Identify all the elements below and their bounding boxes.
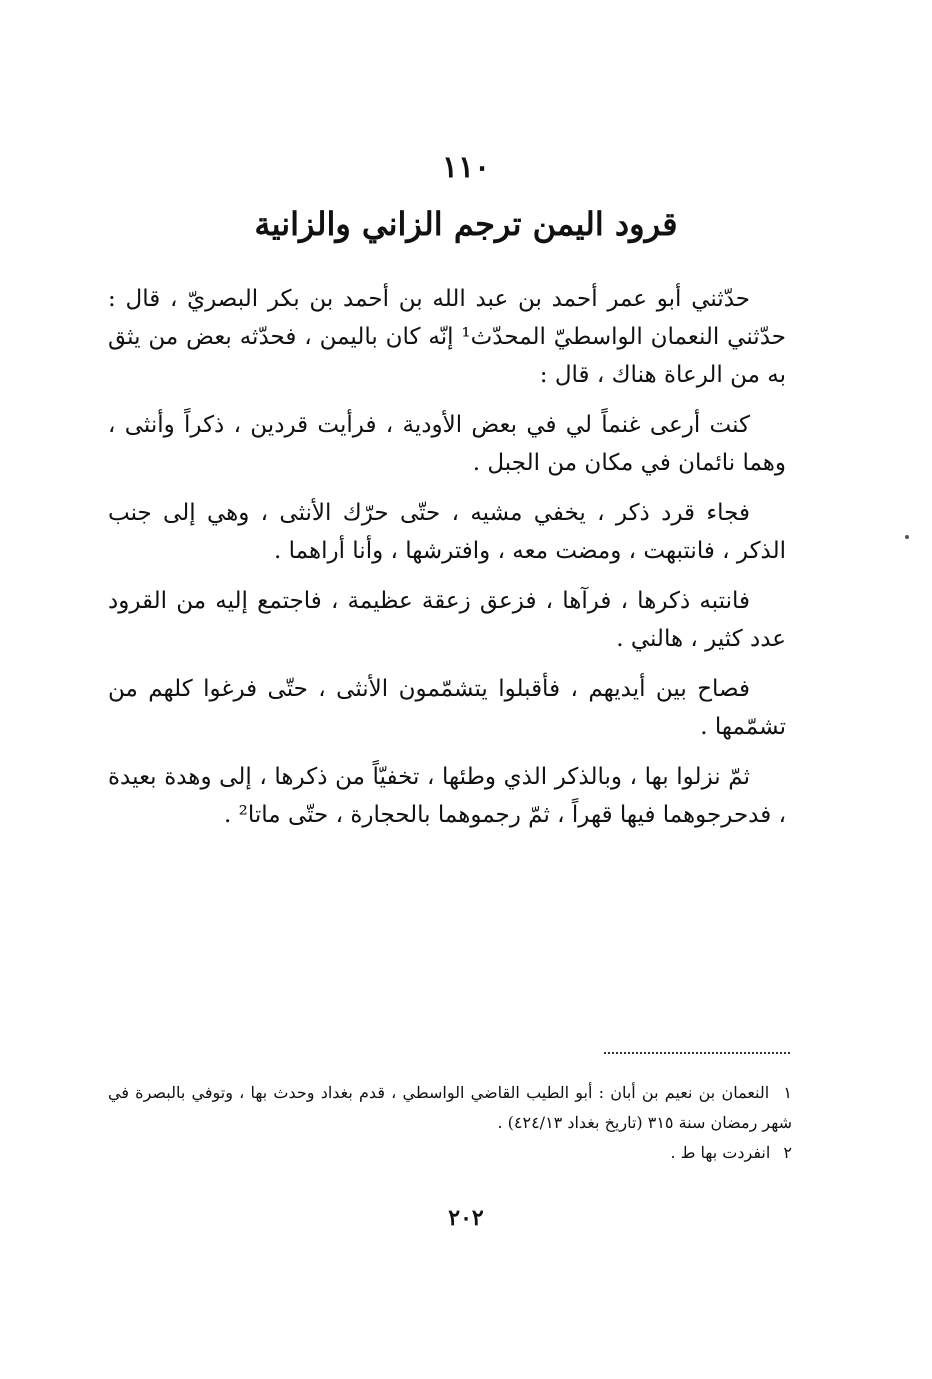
footnote-text: انفردت بها ط . xyxy=(670,1143,771,1162)
story-number: ١١٠ xyxy=(441,150,491,185)
footnote-2 xyxy=(108,1138,792,1168)
page-number: ٢٠٢ xyxy=(448,1205,484,1231)
story-body xyxy=(108,280,786,846)
paragraph-5: فصاح بين أيديهم ، فأقبلوا يتشمّمون الأنثى ، حتّى فرغوا كلهم من تشمّمها . xyxy=(108,676,786,740)
footnote-separator xyxy=(604,1052,790,1054)
paragraph-4: فانتبه ذكرها ، فرآها ، فزعق زعقة عظيمة ، فاجتمع إليه من القرود عدد كثير ، هالني . xyxy=(108,588,786,652)
story-title: قرود اليمن ترجم الزاني والزانية xyxy=(254,205,678,243)
footnote-number: ١ xyxy=(783,1083,792,1102)
footnotes xyxy=(108,1078,792,1168)
paragraph-1: حدّثني أبو عمر أحمد بن عبد الله بن أحمد بن بكر البصريّ ، قال : حدّثني النعمان الواسطيّ المحدّث¹ إنّه كان باليمن ، فحدّثه بعض من يثق به من الرعاة هناك ، قال : xyxy=(108,286,786,388)
scan-speck xyxy=(905,535,909,539)
footnote-text: النعمان بن نعيم بن أبان : أبو الطيب القاضي الواسطي ، قدم بغداد وحدث بها ، وتوفي بالبصرة في شهر رمضان سنة ٣١٥ (تاريخ بغداد ٤٢٤/١٣) . xyxy=(108,1083,792,1132)
paragraph-3: فجاء قرد ذكر ، يخفي مشيه ، حتّى حرّك الأنثى ، وهي إلى جنب الذكر ، فانتبهت ، ومضت معه ، وافترشها ، وأنا أراهما . xyxy=(108,500,786,564)
paragraph-6: ثمّ نزلوا بها ، وبالذكر الذي وطئها ، تخفيّاً من ذكرها ، إلى وهدة بعيدة ، فدحرجوهما فيها قهراً ، ثمّ رجموهما بالحجارة ، حتّى ماتا² . xyxy=(108,764,786,828)
footnote-1 xyxy=(108,1078,792,1138)
footnote-number: ٢ xyxy=(783,1143,792,1162)
paragraph-2: كنت أرعى غنماً لي في بعض الأودية ، فرأيت قردين ، ذكراً وأنثى ، وهما نائمان في مكان من الجبل . xyxy=(108,412,786,476)
